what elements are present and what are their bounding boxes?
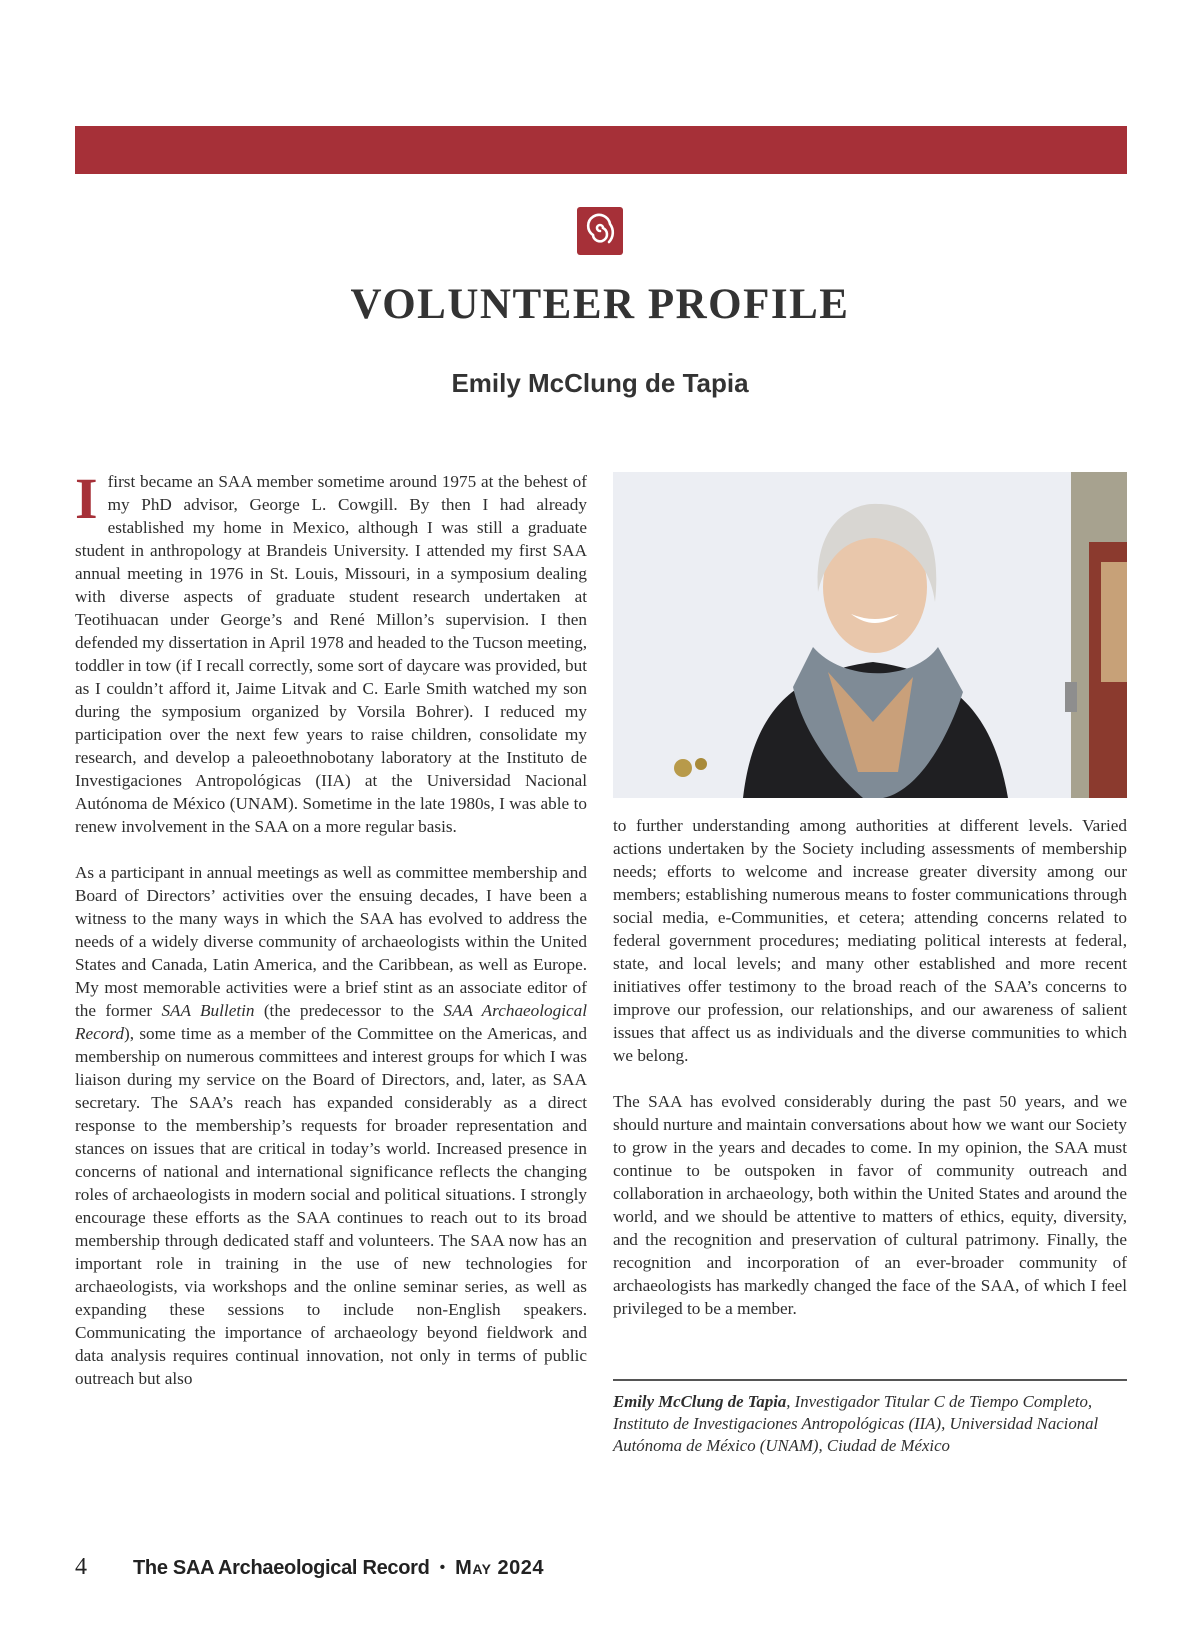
bullet-separator: •: [439, 1559, 446, 1576]
article-paragraph: [75, 466, 587, 838]
section-title: VOLUNTEER PROFILE: [350, 281, 850, 328]
issue-date: May 2024: [455, 1557, 545, 1579]
bio-name: Emily McClung de Tapia: [613, 1392, 787, 1411]
page-footer: [75, 1554, 544, 1584]
article-paragraph: to further understanding among authorities at different levels. Varied actions undertaken by the Society including assessments of membership needs; efforts to welcome and increase greater diversity among our members; establishing numerous means to foster communications through social media, e-Communities, et cetera; attending concerns related to federal government procedures; mediating political interests at federal, state, and local levels; and many other established and more recent initiatives offer testimony to the broad reach of the SAA’s concerns to improve our profession, our relationships, and our awareness of salient issues that affect us as individuals and the diverse communities to which we belong.: [613, 816, 1127, 1065]
header-color-band: [75, 126, 1127, 174]
paragraph-text: ), some time as a member of the Committee on the Americas, and membership on numerous committees and interest groups for which I was liaison during my service on the Board of Directors, and, later, as SAA secretary. The SAA’s reach has expanded considerably as a direct response to the membership’s requests for broader representation and stances on issues that are critical in today’s world. Increased presence in concerns of national and international significance reflects the changing roles of archaeologists in modern social and political situations. I strongly encourage these efforts as the SAA continues to reach out to its broad membership through dedicated staff and volunteers. The SAA now has an important role in training in the use of new technologies for archaeologists, via workshops and the online seminar series, as well as expanding these sessions to include non-English speakers. Communicating the importance of archaeology beyond fieldwork and data analysis requires continual innovation, not only in terms of public outreach but also: [75, 1024, 587, 1388]
paragraph-text: first became an SAA member sometime around 1975 at the behest of my PhD advisor, George L. Cowgill. By then I had already established my home in Mexico, although I was still a graduate student in anthropology at Brandeis University. I attended my first SAA annual meeting in 1976 in St. Louis, Missouri, in a symposium dealing with diverse aspects of graduate student research undertaken at Teotihuacan under George’s and René Millon’s supervision. I then defended my dissertation in April 1978 and headed to the Tucson meeting, toddler in tow (if I recall correctly, some sort of daycare was provided, but as I couldn’t afford it, Jaime Litvak and C. Earle Smith watched my son during the symposium organized by Vorsila Bohrer). I reduced my participation over the next few years to raise children, consolidate my research, and develop a paleoethnobotany laboratory at the Instituto de Investigaciones Antropológicas (IIA) at the Universidad Nacional Autónoma de México (UNAM). Sometime in the late 1980s, I was able to renew involvement in the SAA on a more regular basis.: [75, 472, 587, 836]
publication-title: SAA Bulletin: [161, 1001, 255, 1020]
drop-cap: I: [75, 466, 98, 531]
page-number: 4: [75, 1554, 87, 1580]
article-paragraph: The SAA has evolved considerably during the past 50 years, and we should nurture and maintain conversations about how we want our Society to grow in the years and decades to come. In my opinion, the SAA must continue to be outspoken in favor of community outreach and collaboration in archaeology, both within the United States and around the world, and we should be attentive to matters of ethics, equity, diversity, and the recognition and preservation of cultural patrimony. Finally, the recognition and incorporation of an ever-broader community of archaeologists has markedly changed the face of the SAA, of which I feel privileged to be a member.: [613, 1092, 1127, 1318]
bio-divider: [613, 1379, 1127, 1381]
bio-affiliation: , Investigador Titular C de Tiempo Completo, Instituto de Investigaciones Antropológicas (IIA), Universidad Nacional Autónoma de México (UNAM), Ciudad de México: [613, 1392, 1099, 1455]
paragraph-text: (the predecessor to the: [254, 1001, 444, 1020]
author-photo: [613, 472, 1127, 798]
article-right-column: [613, 814, 1127, 1320]
author-bio: [613, 1391, 1127, 1457]
publication-title: SAA Archaeological Record: [75, 1001, 588, 1043]
article-paragraph: [75, 861, 587, 1390]
article-left-column: [75, 466, 588, 1390]
paragraph-text: As a participant in annual meetings as well as committee membership and Board of Directors’ activities over the ensuing decades, I have been a witness to the many ways in which the SAA has evolved to address the needs of a widely diverse community of archaeologists within the United States and Canada, Latin America, and the Caribbean, as well as Europe. My most memorable activities were a brief stint as an associate editor of the former: [75, 863, 587, 1020]
author-name: Emily McClung de Tapia: [451, 368, 749, 398]
journal-name: The SAA Archaeological Record: [133, 1557, 430, 1579]
spiral-icon: [575, 205, 625, 257]
